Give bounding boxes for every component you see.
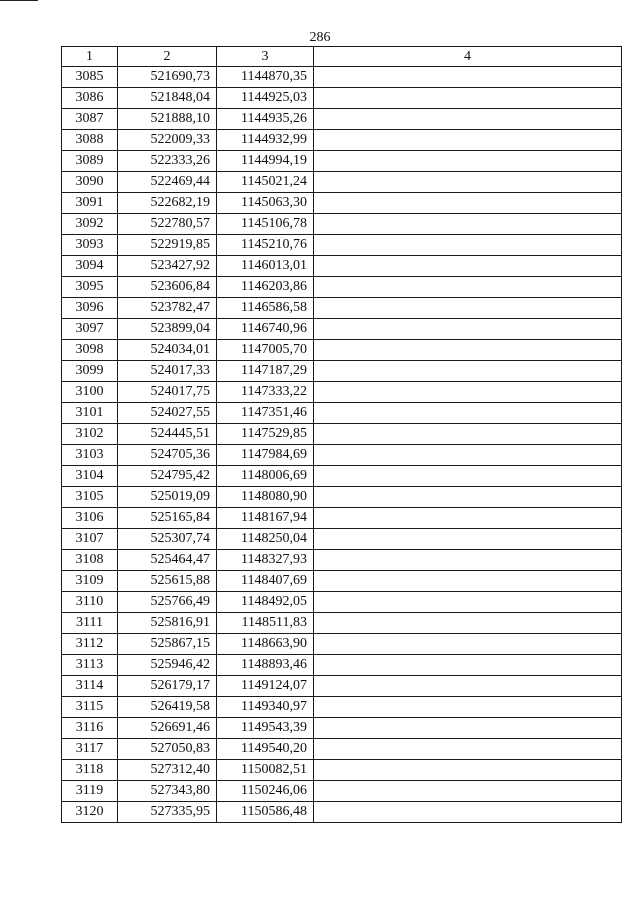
table-body <box>62 67 622 823</box>
table-cell-col2: 527312,40 <box>118 760 217 781</box>
table-cell-col2: 523427,92 <box>118 256 217 277</box>
table-cell-col4 <box>314 634 622 655</box>
table-cell-col1: 3113 <box>62 655 118 676</box>
table-cell-col1: 3090 <box>62 172 118 193</box>
table-cell-col2: 525816,91 <box>118 613 217 634</box>
table-row <box>62 256 622 277</box>
table-cell-col1: 3114 <box>62 676 118 697</box>
table-cell-col2: 524017,33 <box>118 361 217 382</box>
table-cell-col3: 1149540,20 <box>217 739 314 760</box>
table-row <box>62 760 622 781</box>
table-cell-col3: 1149124,07 <box>217 676 314 697</box>
table-cell-col2: 525946,42 <box>118 655 217 676</box>
table-cell-col4 <box>314 256 622 277</box>
table-cell-col4 <box>314 529 622 550</box>
table-cell-col4 <box>314 340 622 361</box>
table-row <box>62 550 622 571</box>
table-cell-col2: 522780,57 <box>118 214 217 235</box>
table-cell-col4 <box>314 655 622 676</box>
table-cell-col4 <box>314 676 622 697</box>
table-cell-col4 <box>314 466 622 487</box>
table-cell-col3: 1148893,46 <box>217 655 314 676</box>
table-cell-col2: 525464,47 <box>118 550 217 571</box>
table-cell-col4 <box>314 424 622 445</box>
column-header-3: 3 <box>217 47 314 67</box>
table-row <box>62 214 622 235</box>
table-row <box>62 109 622 130</box>
table-cell-col4 <box>314 550 622 571</box>
table-cell-col4 <box>314 613 622 634</box>
table-cell-col2: 524034,01 <box>118 340 217 361</box>
table-cell-col1: 3111 <box>62 613 118 634</box>
column-header-1: 1 <box>62 47 118 67</box>
table-row <box>62 298 622 319</box>
table-row <box>62 403 622 424</box>
table-cell-col1: 3104 <box>62 466 118 487</box>
table-row <box>62 718 622 739</box>
table-cell-col1: 3095 <box>62 277 118 298</box>
table-row <box>62 193 622 214</box>
table-row <box>62 571 622 592</box>
table-cell-col4 <box>314 67 622 88</box>
table-cell-col2: 522919,85 <box>118 235 217 256</box>
table-cell-col1: 3097 <box>62 319 118 340</box>
table-cell-col4 <box>314 487 622 508</box>
table-cell-col3: 1144994,19 <box>217 151 314 172</box>
table-cell-col4 <box>314 760 622 781</box>
column-header-4: 4 <box>314 47 622 67</box>
corner-mark <box>0 0 38 1</box>
table-cell-col1: 3112 <box>62 634 118 655</box>
table-cell-col1: 3088 <box>62 130 118 151</box>
page-number: 286 <box>309 30 331 45</box>
table-cell-col1: 3118 <box>62 760 118 781</box>
table-cell-col4 <box>314 718 622 739</box>
table-cell-col2: 524027,55 <box>118 403 217 424</box>
table-row <box>62 445 622 466</box>
table-cell-col3: 1146740,96 <box>217 319 314 340</box>
table-row <box>62 130 622 151</box>
table-cell-col1: 3089 <box>62 151 118 172</box>
table-cell-col1: 3102 <box>62 424 118 445</box>
table-cell-col3: 1148167,94 <box>217 508 314 529</box>
table-row <box>62 697 622 718</box>
table-cell-col3: 1147351,46 <box>217 403 314 424</box>
table-row <box>62 361 622 382</box>
table-cell-col2: 527050,83 <box>118 739 217 760</box>
table-cell-col4 <box>314 508 622 529</box>
table-row <box>62 802 622 823</box>
table-row <box>62 67 622 88</box>
table-cell-col2: 526179,17 <box>118 676 217 697</box>
table-cell-col3: 1148327,93 <box>217 550 314 571</box>
table-cell-col2: 522009,33 <box>118 130 217 151</box>
table-cell-col2: 524445,51 <box>118 424 217 445</box>
table-cell-col2: 525165,84 <box>118 508 217 529</box>
table-cell-col2: 527343,80 <box>118 781 217 802</box>
table-cell-col3: 1147333,22 <box>217 382 314 403</box>
table-cell-col3: 1145063,30 <box>217 193 314 214</box>
table-cell-col2: 526691,46 <box>118 718 217 739</box>
table-cell-col1: 3094 <box>62 256 118 277</box>
table-row <box>62 172 622 193</box>
table-cell-col1: 3086 <box>62 88 118 109</box>
table-cell-col3: 1148492,05 <box>217 592 314 613</box>
table-cell-col3: 1150082,51 <box>217 760 314 781</box>
table-cell-col2: 521848,04 <box>118 88 217 109</box>
table-cell-col1: 3115 <box>62 697 118 718</box>
table-cell-col3: 1147187,29 <box>217 361 314 382</box>
table-cell-col4 <box>314 88 622 109</box>
table-cell-col2: 524705,36 <box>118 445 217 466</box>
table-cell-col4 <box>314 592 622 613</box>
table-cell-col4 <box>314 739 622 760</box>
table-cell-col3: 1149340,97 <box>217 697 314 718</box>
table-cell-col3: 1148663,90 <box>217 634 314 655</box>
table-cell-col2: 525019,09 <box>118 487 217 508</box>
table-cell-col1: 3099 <box>62 361 118 382</box>
table-cell-col1: 3109 <box>62 571 118 592</box>
table-cell-col3: 1147984,69 <box>217 445 314 466</box>
table-cell-col2: 522333,26 <box>118 151 217 172</box>
table-row <box>62 487 622 508</box>
table-row <box>62 655 622 676</box>
coordinates-table <box>61 46 622 823</box>
table-cell-col3: 1146203,86 <box>217 277 314 298</box>
table-cell-col1: 3108 <box>62 550 118 571</box>
table-row <box>62 613 622 634</box>
table-cell-col3: 1147529,85 <box>217 424 314 445</box>
table-row <box>62 88 622 109</box>
table-cell-col4 <box>314 277 622 298</box>
table-row <box>62 151 622 172</box>
table-cell-col3: 1144932,99 <box>217 130 314 151</box>
table-cell-col1: 3096 <box>62 298 118 319</box>
table-cell-col2: 525307,74 <box>118 529 217 550</box>
table-cell-col4 <box>314 403 622 424</box>
table-row <box>62 634 622 655</box>
table-cell-col3: 1146586,58 <box>217 298 314 319</box>
table-cell-col2: 525615,88 <box>118 571 217 592</box>
table-row <box>62 739 622 760</box>
table-cell-col3: 1147005,70 <box>217 340 314 361</box>
table-cell-col2: 521690,73 <box>118 67 217 88</box>
table-cell-col3: 1144870,35 <box>217 67 314 88</box>
table-row <box>62 676 622 697</box>
table-row <box>62 529 622 550</box>
table-cell-col4 <box>314 172 622 193</box>
table-cell-col2: 525867,15 <box>118 634 217 655</box>
table-row <box>62 235 622 256</box>
table-cell-col3: 1148006,69 <box>217 466 314 487</box>
table-cell-col1: 3100 <box>62 382 118 403</box>
table-cell-col1: 3103 <box>62 445 118 466</box>
table-cell-col4 <box>314 109 622 130</box>
table-cell-col1: 3091 <box>62 193 118 214</box>
table-cell-col1: 3085 <box>62 67 118 88</box>
table-cell-col1: 3087 <box>62 109 118 130</box>
table-row <box>62 424 622 445</box>
column-header-2: 2 <box>118 47 217 67</box>
table-cell-col4 <box>314 781 622 802</box>
table-cell-col3: 1145106,78 <box>217 214 314 235</box>
table-row <box>62 319 622 340</box>
table-cell-col1: 3101 <box>62 403 118 424</box>
table-cell-col4 <box>314 214 622 235</box>
table-cell-col2: 523606,84 <box>118 277 217 298</box>
table-row <box>62 277 622 298</box>
table-cell-col1: 3120 <box>62 802 118 823</box>
table-row <box>62 340 622 361</box>
table-cell-col1: 3093 <box>62 235 118 256</box>
table-cell-col2: 522682,19 <box>118 193 217 214</box>
table-row <box>62 592 622 613</box>
table-cell-col1: 3105 <box>62 487 118 508</box>
table-cell-col4 <box>314 235 622 256</box>
table-cell-col3: 1145021,24 <box>217 172 314 193</box>
table-cell-col3: 1148511,83 <box>217 613 314 634</box>
table-cell-col3: 1144925,03 <box>217 88 314 109</box>
table-cell-col1: 3098 <box>62 340 118 361</box>
table-cell-col3: 1149543,39 <box>217 718 314 739</box>
table-cell-col4 <box>314 445 622 466</box>
table-cell-col2: 526419,58 <box>118 697 217 718</box>
table-cell-col1: 3119 <box>62 781 118 802</box>
table-cell-col4 <box>314 361 622 382</box>
table-cell-col3: 1148250,04 <box>217 529 314 550</box>
table-cell-col3: 1148407,69 <box>217 571 314 592</box>
table-cell-col2: 525766,49 <box>118 592 217 613</box>
table-cell-col1: 3117 <box>62 739 118 760</box>
table-cell-col1: 3116 <box>62 718 118 739</box>
table-cell-col2: 524017,75 <box>118 382 217 403</box>
table-row <box>62 466 622 487</box>
table-row <box>62 508 622 529</box>
table-cell-col4 <box>314 697 622 718</box>
table-cell-col3: 1144935,26 <box>217 109 314 130</box>
table-cell-col2: 523782,47 <box>118 298 217 319</box>
table-cell-col3: 1146013,01 <box>217 256 314 277</box>
table-cell-col4 <box>314 571 622 592</box>
table-cell-col3: 1150586,48 <box>217 802 314 823</box>
table-cell-col3: 1150246,06 <box>217 781 314 802</box>
table-cell-col1: 3110 <box>62 592 118 613</box>
table-cell-col4 <box>314 193 622 214</box>
table-cell-col3: 1148080,90 <box>217 487 314 508</box>
table-cell-col4 <box>314 382 622 403</box>
table-cell-col3: 1145210,76 <box>217 235 314 256</box>
table-cell-col2: 521888,10 <box>118 109 217 130</box>
table-cell-col1: 3107 <box>62 529 118 550</box>
table-cell-col4 <box>314 802 622 823</box>
table-cell-col2: 527335,95 <box>118 802 217 823</box>
table-cell-col4 <box>314 319 622 340</box>
table-cell-col1: 3106 <box>62 508 118 529</box>
table-cell-col4 <box>314 298 622 319</box>
table-cell-col1: 3092 <box>62 214 118 235</box>
table-header-row <box>62 47 622 67</box>
table-row <box>62 382 622 403</box>
table-cell-col4 <box>314 130 622 151</box>
table-cell-col2: 524795,42 <box>118 466 217 487</box>
table-cell-col4 <box>314 151 622 172</box>
table-row <box>62 781 622 802</box>
table-cell-col2: 522469,44 <box>118 172 217 193</box>
table-cell-col2: 523899,04 <box>118 319 217 340</box>
